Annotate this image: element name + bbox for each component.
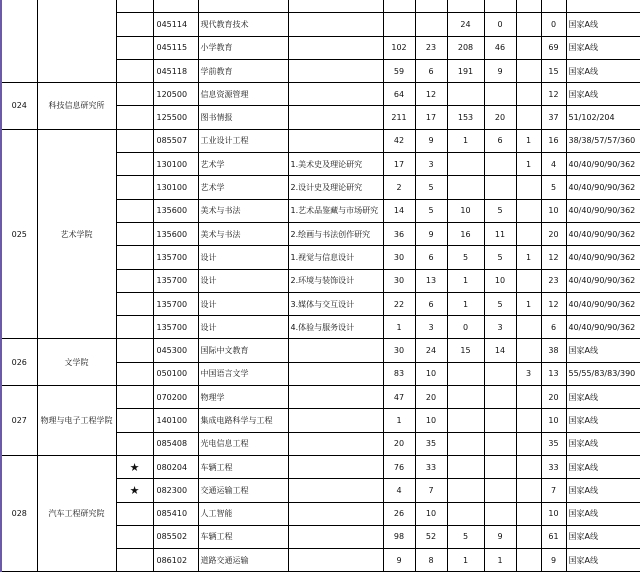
major-name: 设计: [198, 292, 288, 315]
major-code: 140100: [153, 409, 198, 432]
research-direction: [288, 479, 383, 502]
key-discipline-star: [116, 292, 153, 315]
value-col-6: 61: [541, 525, 566, 548]
score-line: 40/40/90/90/362: [566, 269, 640, 292]
score-line: 国家A线: [566, 83, 640, 106]
value-col-4: [484, 479, 516, 502]
department-code: 026: [1, 339, 37, 386]
value-col-1: 36: [383, 222, 415, 245]
score-line: 40/40/90/90/362: [566, 246, 640, 269]
major-code: 085410: [153, 502, 198, 525]
value-col-4: 11: [484, 222, 516, 245]
value-col-5: [516, 386, 541, 409]
value-col-6: 10: [541, 502, 566, 525]
major-name: 美术与书法: [198, 199, 288, 222]
value-col-2: 12: [415, 83, 447, 106]
major-code: 082300: [153, 479, 198, 502]
value-col-6: 37: [541, 106, 566, 129]
major-code: 085507: [153, 129, 198, 152]
major-name: 车辆工程: [198, 525, 288, 548]
score-line: 国家A线: [566, 432, 640, 455]
value-col-1: 17: [383, 153, 415, 176]
score-line: 国家A线: [566, 339, 640, 362]
value-col-1: 22: [383, 292, 415, 315]
value-col-4: 5: [484, 292, 516, 315]
value-col-1: 2: [383, 176, 415, 199]
score-line: 40/40/90/90/362: [566, 176, 640, 199]
key-discipline-star: [116, 386, 153, 409]
value-col-2: 9: [415, 222, 447, 245]
value-col-3: 10: [447, 199, 484, 222]
key-discipline-star: [116, 106, 153, 129]
value-col-1: 1: [383, 316, 415, 339]
research-direction: [288, 0, 383, 13]
research-direction: 2.绘画与书法创作研究: [288, 222, 383, 245]
value-col-2: 52: [415, 525, 447, 548]
research-direction: [288, 36, 383, 59]
major-code: 070200: [153, 386, 198, 409]
value-col-2: 5: [415, 176, 447, 199]
value-col-3: 1: [447, 269, 484, 292]
score-line: 国家A线: [566, 502, 640, 525]
value-col-1: 20: [383, 432, 415, 455]
value-col-4: 3: [484, 316, 516, 339]
major-name: 设计: [198, 246, 288, 269]
department-name: 物理与电子工程学院: [37, 386, 116, 456]
table-row: [1, 386, 640, 409]
value-col-2: 3: [415, 316, 447, 339]
value-col-5: [516, 0, 541, 13]
key-discipline-star: [116, 362, 153, 385]
value-col-6: 10: [541, 409, 566, 432]
value-col-5: [516, 525, 541, 548]
value-col-5: [516, 176, 541, 199]
major-name: 物理学: [198, 386, 288, 409]
major-name: 艺术学: [198, 176, 288, 199]
value-col-4: [484, 153, 516, 176]
value-col-3: [447, 432, 484, 455]
value-col-6: 12: [541, 83, 566, 106]
score-line: 国家A线: [566, 36, 640, 59]
value-col-5: 1: [516, 129, 541, 152]
key-discipline-star: [116, 316, 153, 339]
value-col-2: 5: [415, 199, 447, 222]
value-col-6: 9: [541, 549, 566, 572]
value-col-3: [447, 0, 484, 13]
value-col-5: [516, 59, 541, 82]
major-code: 130100: [153, 153, 198, 176]
value-col-4: [484, 502, 516, 525]
key-discipline-star: [116, 339, 153, 362]
value-col-1: 42: [383, 129, 415, 152]
value-col-4: [484, 432, 516, 455]
major-name: 交通运输工程: [198, 479, 288, 502]
value-col-2: [415, 13, 447, 36]
value-col-3: [447, 455, 484, 478]
value-col-2: 10: [415, 409, 447, 432]
value-col-1: 30: [383, 246, 415, 269]
value-col-6: 15: [541, 59, 566, 82]
score-line: 40/40/90/90/362: [566, 199, 640, 222]
value-col-2: 17: [415, 106, 447, 129]
major-code: 050100: [153, 362, 198, 385]
score-line: 40/40/90/90/362: [566, 292, 640, 315]
value-col-1: 76: [383, 455, 415, 478]
value-col-1: 59: [383, 59, 415, 82]
research-direction: 1.视觉与信息设计: [288, 246, 383, 269]
value-col-4: [484, 455, 516, 478]
value-col-4: [484, 0, 516, 13]
value-col-2: 20: [415, 386, 447, 409]
major-code: 135700: [153, 292, 198, 315]
value-col-2: 6: [415, 246, 447, 269]
value-col-6: 20: [541, 386, 566, 409]
research-direction: [288, 83, 383, 106]
score-line: 51/102/204: [566, 106, 640, 129]
value-col-1: 102: [383, 36, 415, 59]
value-col-5: [516, 199, 541, 222]
value-col-2: 6: [415, 292, 447, 315]
value-col-6: 0: [541, 13, 566, 36]
score-line: 国家A线: [566, 479, 640, 502]
major-name: 学前教育: [198, 59, 288, 82]
value-col-6: 69: [541, 36, 566, 59]
major-name: [198, 0, 288, 13]
major-code: 045300: [153, 339, 198, 362]
table-row: [1, 129, 640, 152]
value-col-3: [447, 386, 484, 409]
value-col-3: [447, 83, 484, 106]
value-col-6: 20: [541, 222, 566, 245]
research-direction: [288, 455, 383, 478]
value-col-1: 1: [383, 409, 415, 432]
department-name: 文学院: [37, 339, 116, 386]
key-discipline-star: [116, 13, 153, 36]
value-col-5: [516, 13, 541, 36]
value-col-6: 33: [541, 455, 566, 478]
value-col-4: 0: [484, 13, 516, 36]
department-code: 028: [1, 455, 37, 571]
score-line: 国家A线: [566, 455, 640, 478]
score-line: 国家A线: [566, 13, 640, 36]
score-line: 40/40/90/90/362: [566, 153, 640, 176]
value-col-4: 5: [484, 246, 516, 269]
value-col-1: 14: [383, 199, 415, 222]
major-name: 光电信息工程: [198, 432, 288, 455]
value-col-5: [516, 502, 541, 525]
major-name: 设计: [198, 316, 288, 339]
research-direction: [288, 549, 383, 572]
research-direction: 1.艺术品鉴藏与市场研究: [288, 199, 383, 222]
department-code: [1, 0, 37, 83]
major-name: 车辆工程: [198, 455, 288, 478]
value-col-3: [447, 153, 484, 176]
value-col-4: [484, 409, 516, 432]
major-name: 工业设计工程: [198, 129, 288, 152]
value-col-3: [447, 362, 484, 385]
department-code: 025: [1, 129, 37, 339]
value-col-4: 46: [484, 36, 516, 59]
major-code: 120500: [153, 83, 198, 106]
value-col-6: 6: [541, 316, 566, 339]
value-col-3: 1: [447, 129, 484, 152]
value-col-1: 64: [383, 83, 415, 106]
value-col-1: 83: [383, 362, 415, 385]
value-col-1: [383, 0, 415, 13]
major-name: 图书情报: [198, 106, 288, 129]
value-col-5: 1: [516, 153, 541, 176]
research-direction: [288, 525, 383, 548]
value-col-4: 10: [484, 269, 516, 292]
major-code: 045115: [153, 36, 198, 59]
key-discipline-star: [116, 269, 153, 292]
value-col-3: 5: [447, 525, 484, 548]
research-direction: [288, 59, 383, 82]
value-col-1: 47: [383, 386, 415, 409]
research-direction: 4.体验与服务设计: [288, 316, 383, 339]
key-discipline-star: [116, 409, 153, 432]
key-discipline-star: [116, 176, 153, 199]
value-col-5: [516, 455, 541, 478]
table-row: [1, 455, 640, 478]
value-col-4: 9: [484, 59, 516, 82]
value-col-4: 9: [484, 525, 516, 548]
value-col-2: 24: [415, 339, 447, 362]
value-col-6: 12: [541, 246, 566, 269]
value-col-3: [447, 479, 484, 502]
major-code: 135600: [153, 222, 198, 245]
major-code: 125500: [153, 106, 198, 129]
value-col-3: 1: [447, 292, 484, 315]
value-col-4: [484, 176, 516, 199]
score-line: 55/55/83/83/390: [566, 362, 640, 385]
major-name: 现代教育技术: [198, 13, 288, 36]
value-col-4: 20: [484, 106, 516, 129]
value-col-5: 3: [516, 362, 541, 385]
value-col-2: 9: [415, 129, 447, 152]
score-line: 国家A线: [566, 409, 640, 432]
value-col-3: [447, 409, 484, 432]
table-row: [1, 0, 640, 13]
value-col-1: [383, 13, 415, 36]
key-discipline-star: [116, 246, 153, 269]
value-col-5: [516, 316, 541, 339]
key-discipline-star: [116, 129, 153, 152]
value-col-6: 13: [541, 362, 566, 385]
value-col-2: 3: [415, 153, 447, 176]
research-direction: [288, 339, 383, 362]
key-discipline-star: [116, 153, 153, 176]
value-col-3: 153: [447, 106, 484, 129]
major-name: 美术与书法: [198, 222, 288, 245]
major-code: 085408: [153, 432, 198, 455]
value-col-1: 98: [383, 525, 415, 548]
value-col-1: 211: [383, 106, 415, 129]
key-discipline-star: [116, 222, 153, 245]
major-name: 中国语言文学: [198, 362, 288, 385]
major-code: 135700: [153, 246, 198, 269]
major-code: 086102: [153, 549, 198, 572]
value-col-5: [516, 222, 541, 245]
department-name: 艺术学院: [37, 129, 116, 339]
department-name: 科技信息研究所: [37, 83, 116, 130]
score-line: 国家A线: [566, 525, 640, 548]
major-code: 085502: [153, 525, 198, 548]
value-col-4: 6: [484, 129, 516, 152]
major-name: 艺术学: [198, 153, 288, 176]
score-line: 国家A线: [566, 59, 640, 82]
value-col-5: 1: [516, 246, 541, 269]
value-col-6: 4: [541, 153, 566, 176]
value-col-5: [516, 269, 541, 292]
research-direction: [288, 106, 383, 129]
key-discipline-star: [116, 59, 153, 82]
value-col-6: 12: [541, 292, 566, 315]
value-col-2: [415, 0, 447, 13]
value-col-6: 10: [541, 199, 566, 222]
value-col-6: [541, 0, 566, 13]
major-name: 信息资源管理: [198, 83, 288, 106]
major-name: 国际中文教育: [198, 339, 288, 362]
value-col-5: [516, 479, 541, 502]
value-col-6: 16: [541, 129, 566, 152]
value-col-1: 9: [383, 549, 415, 572]
score-line: [566, 0, 640, 13]
key-discipline-star: ★: [116, 479, 153, 502]
value-col-3: 24: [447, 13, 484, 36]
value-col-3: 191: [447, 59, 484, 82]
research-direction: 1.美术史及理论研究: [288, 153, 383, 176]
value-col-4: [484, 362, 516, 385]
value-col-1: 26: [383, 502, 415, 525]
value-col-5: [516, 409, 541, 432]
value-col-4: 5: [484, 199, 516, 222]
major-name: 集成电路科学与工程: [198, 409, 288, 432]
value-col-5: [516, 83, 541, 106]
key-discipline-star: [116, 432, 153, 455]
value-col-1: 30: [383, 269, 415, 292]
value-col-4: [484, 83, 516, 106]
value-col-4: 1: [484, 549, 516, 572]
major-code: 135700: [153, 269, 198, 292]
research-direction: [288, 129, 383, 152]
value-col-3: [447, 176, 484, 199]
value-col-3: 0: [447, 316, 484, 339]
department-name: 汽车工程研究院: [37, 455, 116, 571]
value-col-6: 7: [541, 479, 566, 502]
value-col-3: 208: [447, 36, 484, 59]
research-direction: 2.设计史及理论研究: [288, 176, 383, 199]
major-name: 小学教育: [198, 36, 288, 59]
department-code: 027: [1, 386, 37, 456]
value-col-2: 35: [415, 432, 447, 455]
key-discipline-star: [116, 36, 153, 59]
key-discipline-star: [116, 83, 153, 106]
major-code: 135700: [153, 316, 198, 339]
value-col-1: 30: [383, 339, 415, 362]
value-col-2: 8: [415, 549, 447, 572]
research-direction: [288, 432, 383, 455]
value-col-6: 38: [541, 339, 566, 362]
major-code: 080204: [153, 455, 198, 478]
research-direction: [288, 386, 383, 409]
value-col-5: [516, 549, 541, 572]
value-col-2: 33: [415, 455, 447, 478]
major-code: 130100: [153, 176, 198, 199]
major-name: 道路交通运输: [198, 549, 288, 572]
major-code: 135600: [153, 199, 198, 222]
key-discipline-star: ★: [116, 455, 153, 478]
research-direction: 2.环境与装饰设计: [288, 269, 383, 292]
value-col-5: [516, 36, 541, 59]
score-line: 40/40/90/90/362: [566, 222, 640, 245]
score-line: 40/40/90/90/362: [566, 316, 640, 339]
value-col-2: 13: [415, 269, 447, 292]
value-col-4: 14: [484, 339, 516, 362]
research-direction: [288, 409, 383, 432]
key-discipline-star: [116, 549, 153, 572]
key-discipline-star: [116, 502, 153, 525]
value-col-2: 10: [415, 502, 447, 525]
value-col-3: 5: [447, 246, 484, 269]
score-line: 38/38/57/57/360: [566, 129, 640, 152]
value-col-3: 1: [447, 549, 484, 572]
major-name: 人工智能: [198, 502, 288, 525]
value-col-2: 10: [415, 362, 447, 385]
research-direction: [288, 362, 383, 385]
value-col-6: 23: [541, 269, 566, 292]
score-line: 国家A线: [566, 549, 640, 572]
value-col-5: [516, 432, 541, 455]
score-line: 国家A线: [566, 386, 640, 409]
value-col-5: [516, 106, 541, 129]
key-discipline-star: [116, 0, 153, 13]
value-col-6: 35: [541, 432, 566, 455]
major-code: 045118: [153, 59, 198, 82]
major-code: [153, 0, 198, 13]
table-row: [1, 83, 640, 106]
research-direction: [288, 13, 383, 36]
value-col-5: [516, 339, 541, 362]
department-code: 024: [1, 83, 37, 130]
value-col-3: [447, 502, 484, 525]
key-discipline-star: [116, 525, 153, 548]
key-discipline-star: [116, 199, 153, 222]
value-col-3: 16: [447, 222, 484, 245]
value-col-2: 23: [415, 36, 447, 59]
value-col-1: 4: [383, 479, 415, 502]
department-name: [37, 0, 116, 83]
table-row: [1, 339, 640, 362]
value-col-2: 7: [415, 479, 447, 502]
value-col-5: 1: [516, 292, 541, 315]
value-col-4: [484, 386, 516, 409]
major-code: 045114: [153, 13, 198, 36]
value-col-2: 6: [415, 59, 447, 82]
major-name: 设计: [198, 269, 288, 292]
research-direction: 3.媒体与交互设计: [288, 292, 383, 315]
research-direction: [288, 502, 383, 525]
value-col-6: 5: [541, 176, 566, 199]
value-col-3: 15: [447, 339, 484, 362]
